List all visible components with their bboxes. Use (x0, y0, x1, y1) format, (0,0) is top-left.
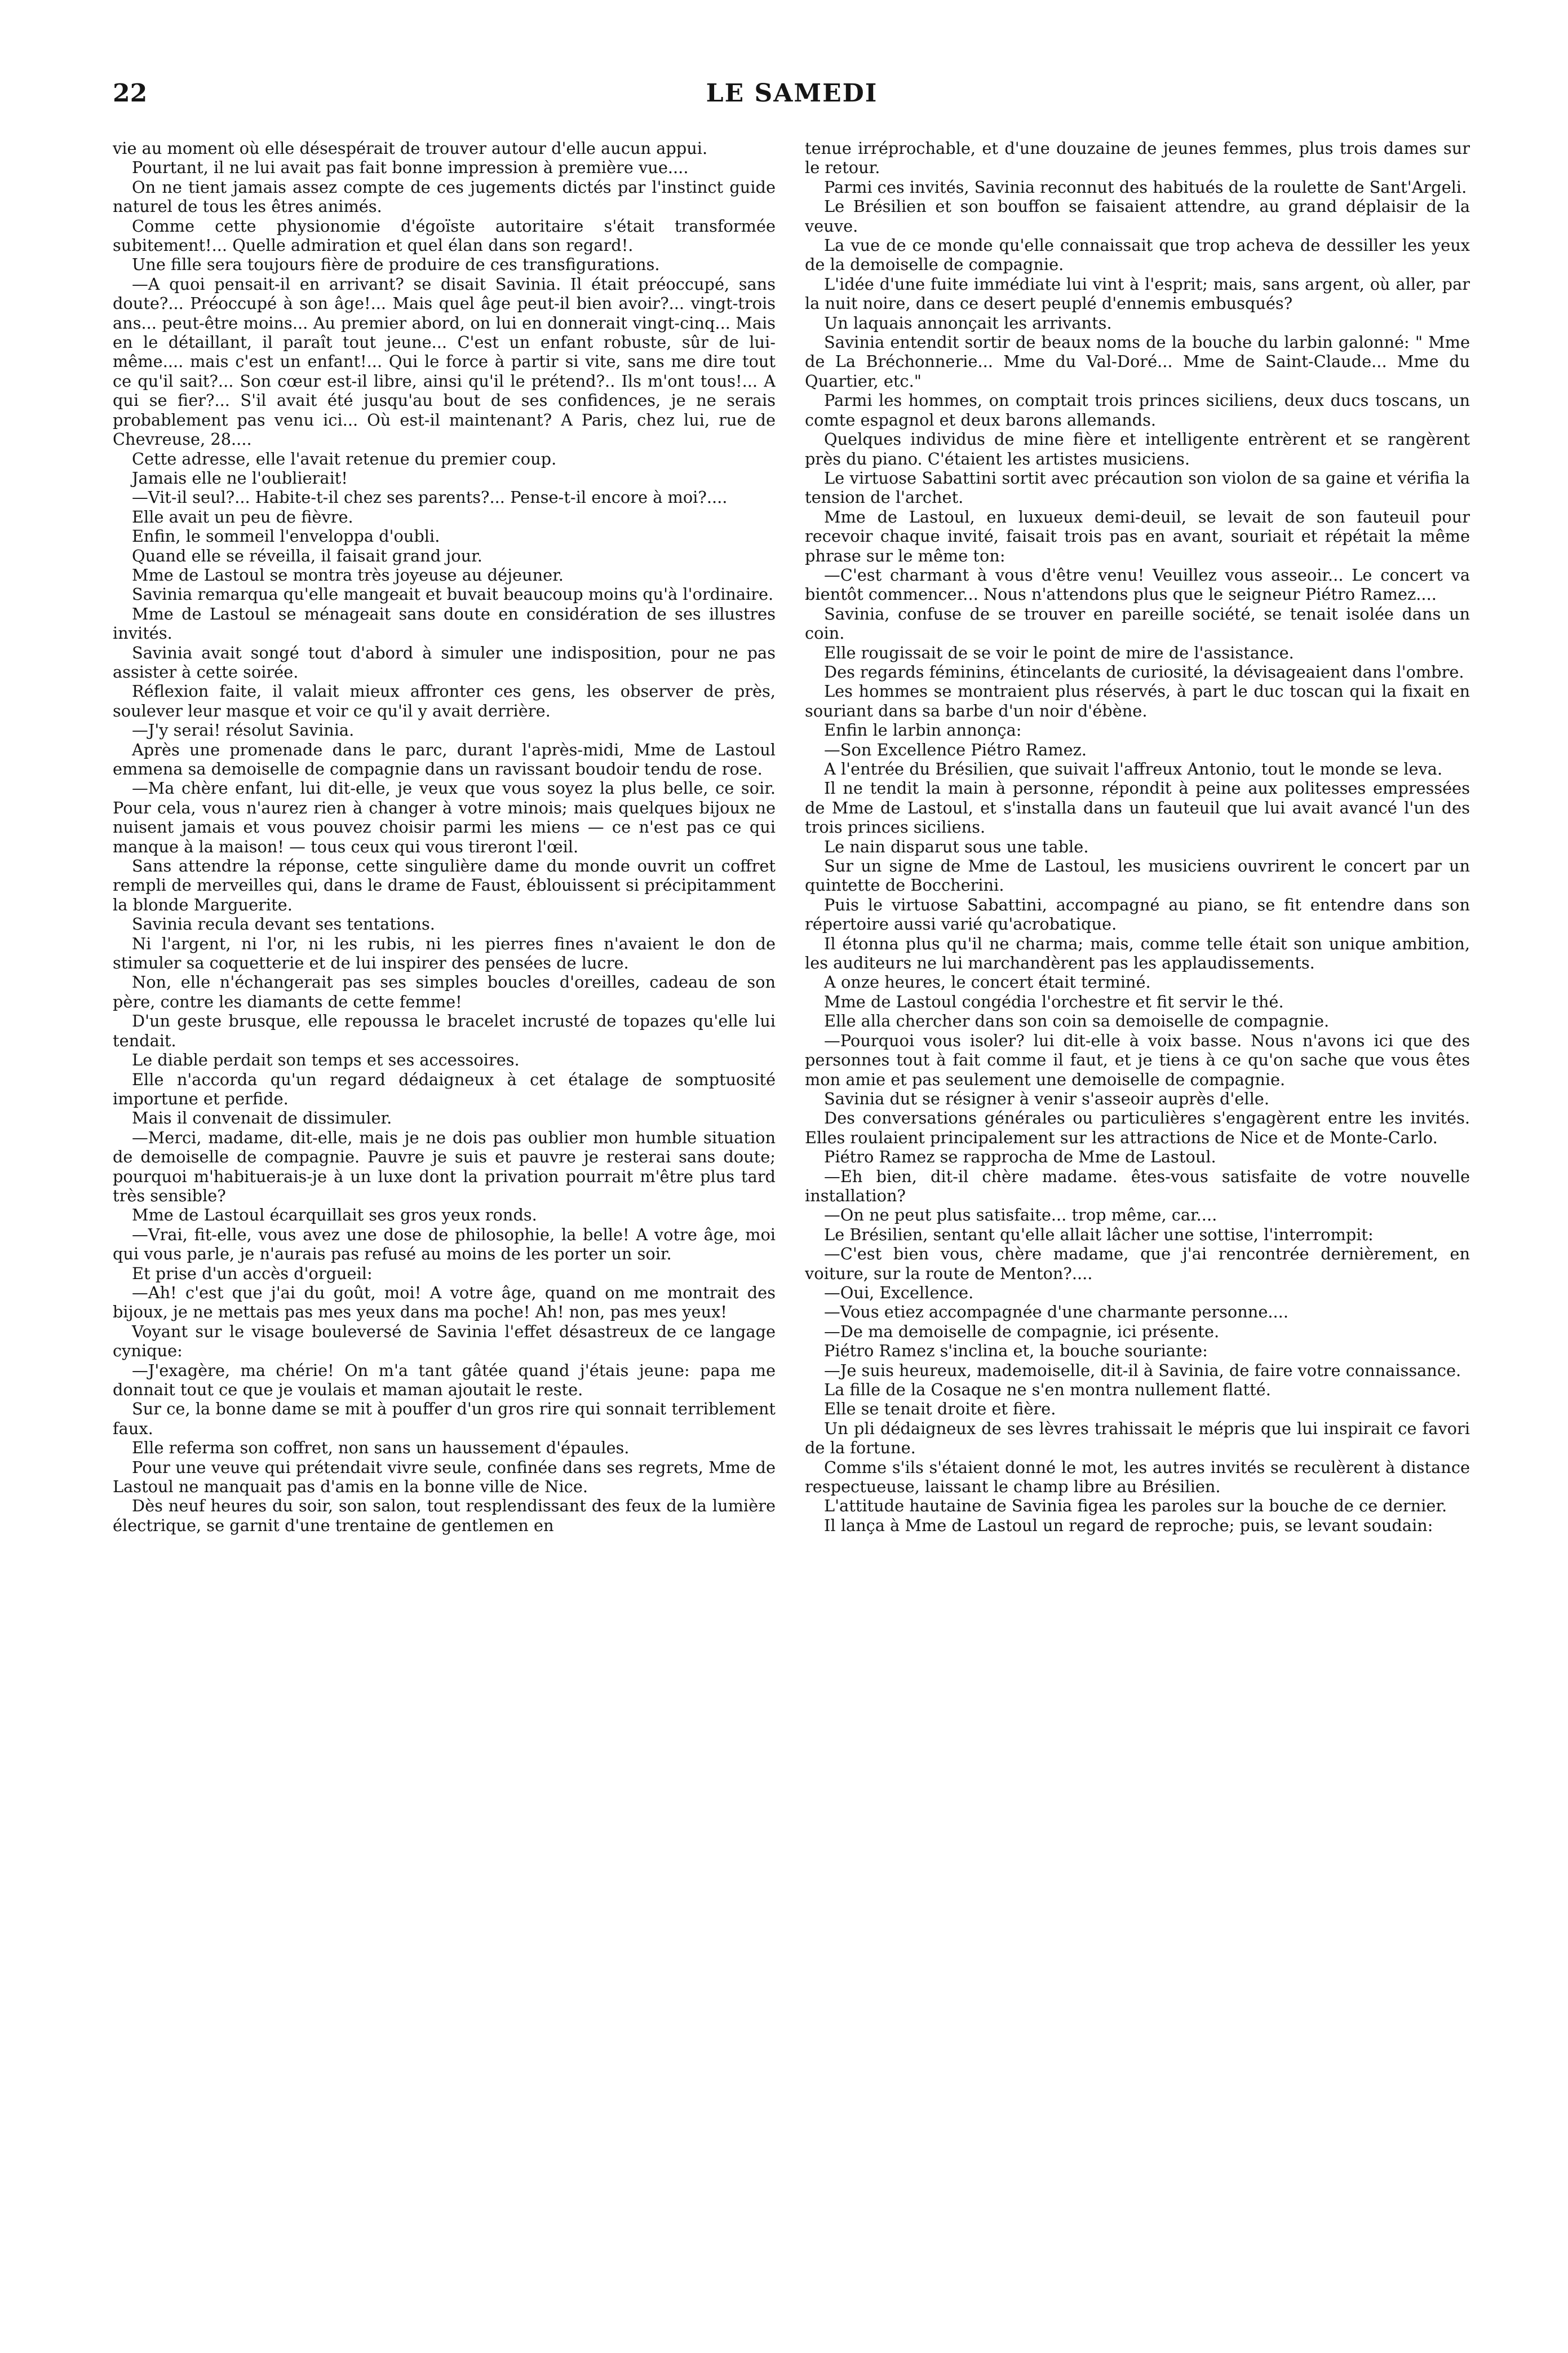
paragraph: Le virtuose Sabattini sortit avec précaution son violon de sa gaine et vérifia la tension de l'archet. (805, 468, 1470, 507)
paragraph: Non, elle n'échangerait pas ses simples boucles d'oreilles, cadeau de son père, contre les diamants de cette femme! (113, 972, 776, 1011)
paragraph: —Pourquoi vous isoler? lui dit-elle à voix basse. Nous n'avons ici que des personnes tout à fait comme il faut, et je tiens à ce qu'on sache que vous êtes mon amie et pas seulement une demoiselle de compagnie. (805, 1030, 1470, 1089)
paragraph: Quelques individus de mine fière et intelligente entrèrent et se rangèrent près du piano. C'étaient les artistes musiciens. (805, 430, 1470, 468)
paragraph: —De ma demoiselle de compagnie, ici présente. (824, 1321, 1220, 1341)
paragraph: Piétro Ramez se rapprocha de Mme de Lastoul. (824, 1147, 1216, 1167)
paragraph: Parmi ces invités, Savinia reconnut des habitués de la roulette de Sant'Argeli. (824, 177, 1467, 197)
paragraph: D'un geste brusque, elle repoussa le bracelet incrusté de topazes qu'elle lui tendait. (113, 1011, 776, 1050)
paragraph: Savinia entendit sortir de beaux noms de la bouche du larbin galonné: " Mme de La Bréchonnerie... Mme du Val-Doré... Mme de Saint-Claude... Mme du Quartier, etc." (805, 333, 1470, 391)
paragraph: —Ah! c'est que j'ai du goût, moi! A votre âge, quand on me montrait des bijoux, je ne mettais pas mes yeux dans ma poche! Ah! non, pas mes yeux! (113, 1282, 776, 1322)
paragraph: Un laquais annonçait les arrivants. (824, 313, 1112, 333)
paragraph: Savinia dut se résigner à venir s'asseoir auprès d'elle. (824, 1089, 1270, 1108)
page-number: 22 (113, 79, 148, 108)
paragraph: Elle alla chercher dans son coin sa demoiselle de compagnie. (824, 1011, 1330, 1031)
paragraph: —A quoi pensait-il en arrivant? se disait Savinia. Il était préoccupé, sans doute?... Préoccupé à son âge!... Mais quel âge peut-il bien avoir?... vingt-trois ans... peut-être moins... Au premier abord, on lui en donnerait vingt-cinq... Mais en le détaillant, il paraît tout jeune... C'est un enfant robuste, sûr de lui-même.... mais c'est un enfant!... Qui le force à partir si vite, sans me dire tout ce qu'il sait?... Son cœur est-il libre, ainsi qu'il le prétend?.. Ils m'ont tous!... A qui se fier?... S'il avait été jusqu'au bout de ses confidences, je ne serais probablement pas venu ici... Où est-il maintenant? A Paris, chez lui, rue de Chevreuse, 28.... (113, 274, 776, 449)
paragraph: —Merci, madame, dit-elle, mais je ne dois pas oublier mon humble situation de demoiselle de compagnie. Pauvre je suis et pauvre je resterai sans doute; pourquoi m'habituerais-je à un luxe dont la privation pourrait m'être plus tard très sensible? (113, 1127, 776, 1205)
paragraph: Savinia recula devant ses tentations. (132, 914, 435, 934)
paragraph: Le Brésilien et son bouffon se faisaient attendre, au grand déplaisir de la veuve. (805, 197, 1470, 236)
paragraph: Sans attendre la réponse, cette singulière dame du monde ouvrit un coffret rempli de merveilles qui, dans le drame de Faust, éblouissent si précipitamment la blonde Marguerite. (113, 856, 776, 914)
paragraph: On ne tient jamais assez compte de ces jugements dictés par l'instinct guide naturel de tous les êtres animés. (113, 177, 776, 216)
paragraph: —Oui, Excellence. (824, 1282, 974, 1302)
paragraph: Des conversations générales ou particulières s'engagèrent entre les invités. Elles roulaient principalement sur les attractions de Nice et de Monte-Carlo. (805, 1108, 1470, 1147)
paragraph: Le nain disparut sous une table. (824, 837, 1089, 856)
paragraph: —On ne peut plus satisfaite... trop même, car.... (824, 1205, 1217, 1225)
paragraph: A onze heures, le concert était terminé. (824, 972, 1151, 992)
paragraph: Elle rougissait de se voir le point de mire de l'assistance. (824, 643, 1294, 662)
paragraph: Et prise d'un accès d'orgueil: (132, 1263, 373, 1283)
paragraph: Cette adresse, elle l'avait retenue du premier coup. (132, 449, 557, 468)
paragraph: Le Brésilien, sentant qu'elle allait lâcher une sottise, l'interrompit: (824, 1224, 1374, 1244)
paragraph: Enfin, le sommeil l'enveloppa d'oubli. (132, 527, 440, 546)
paragraph: Pourtant, il ne lui avait pas fait bonne impression à première vue.... (132, 158, 689, 178)
paragraph: —Vit-il seul?... Habite-t-il chez ses parents?... Pense-t-il encore à moi?.... (132, 488, 728, 507)
paragraph: Réflexion faite, il valait mieux affronter ces gens, les observer de près, soulever leur masque et voir ce qu'il y avait derrière. (113, 682, 776, 720)
paragraph: La vue de ce monde qu'elle connaissait que trop acheva de dessiller les yeux de la demoiselle de compagnie. (805, 236, 1470, 275)
paragraph: Voyant sur le visage bouleversé de Savinia l'effet désastreux de ce langage cynique: (113, 1321, 776, 1361)
paragraph: Il lança à Mme de Lastoul un regard de reproche; puis, se levant soudain: (824, 1515, 1433, 1535)
paragraph: Enfin le larbin annonça: (824, 720, 1022, 740)
paragraph: —J'exagère, ma chérie! On m'a tant gâtée quand j'étais jeune: papa me donnait tout ce que je voulais et maman ajoutait le reste. (113, 1360, 776, 1399)
paragraph: Jamais elle ne l'oublierait! (132, 468, 348, 488)
paragraph: Une fille sera toujours fière de produire de ces transfigurations. (132, 255, 660, 275)
paragraph: Parmi les hommes, on comptait trois princes siciliens, deux ducs toscans, un comte espagnol et deux barons allemands. (805, 391, 1470, 430)
paragraph: —Vous etiez accompagnée d'une charmante personne.... (824, 1302, 1288, 1322)
left-text-column (113, 139, 776, 2326)
right-text-column (805, 139, 1470, 2326)
running-title: LE SAMEDI (706, 79, 878, 108)
paragraph: Savinia remarqua qu'elle mangeait et buvait beaucoup moins qu'à l'ordinaire. (132, 585, 774, 604)
paragraph: Savinia avait songé tout d'abord à simuler une indisposition, pour ne pas assister à cette soirée. (113, 643, 776, 682)
paragraph: —C'est charmant à vous d'être venu! Veuillez vous asseoir... Le concert va bientôt commencer... Nous n'attendons plus que le seigneur Piétro Ramez.... (805, 565, 1470, 604)
paragraph: —Vrai, fit-elle, vous avez une dose de philosophie, la belle! A votre âge, moi qui vous parle, je n'aurais pas refusé au moins de les porter un soir. (113, 1224, 776, 1264)
paragraph: A l'entrée du Brésilien, que suivait l'affreux Antonio, tout le monde se leva. (824, 759, 1443, 779)
paragraph: Mme de Lastoul, en luxueux demi-deuil, se levait de son fauteuil pour recevoir chaque invité, faisait trois pas en avant, souriait et répétait la même phrase sur le même ton: (805, 507, 1470, 565)
paragraph: Après une promenade dans le parc, durant l'après-midi, Mme de Lastoul emmena sa demoiselle de compagnie dans un ravissant boudoir tendu de rose. (113, 740, 776, 779)
paragraph: Comme s'ils s'étaient donné le mot, les autres invités se reculèrent à distance respectueuse, laissant le champ libre au Brésilien. (805, 1457, 1470, 1497)
paragraph: Comme cette physionomie d'égoïste autoritaire s'était transformée subitement!... Quelle admiration et quel élan dans son regard!. (113, 216, 776, 255)
paragraph: Mme de Lastoul congédia l'orchestre et fit servir le thé. (824, 992, 1284, 1011)
page-header (113, 79, 1471, 118)
paragraph: Les hommes se montraient plus réservés, à part le duc toscan qui la fixait en souriant dans sa barbe d'un noir d'ébène. (805, 682, 1470, 720)
paragraph: tenue irréprochable, et d'une douzaine de jeunes femmes, plus trois dames sur le retour. (805, 139, 1470, 178)
paragraph: Mme de Lastoul écarquillait ses gros yeux ronds. (132, 1205, 537, 1225)
paragraph: Il étonna plus qu'il ne charma; mais, comme telle était son unique ambition, les auditeurs ne lui marchandèrent pas les applaudissements. (805, 934, 1470, 973)
paragraph: Elle avait un peu de fièvre. (132, 507, 353, 527)
paragraph: Ni l'argent, ni l'or, ni les rubis, ni les pierres fines n'avaient le don de stimuler sa coquetterie et de lui inspirer des pensées de lucre. (113, 934, 776, 973)
paragraph: —Je suis heureux, mademoiselle, dit-il à Savinia, de faire votre connaissance. (824, 1360, 1461, 1380)
paragraph: —Eh bien, dit-il chère madame. êtes-vous satisfaite de votre nouvelle installation? (805, 1166, 1470, 1205)
paragraph: Sur ce, la bonne dame se mit à pouffer d'un gros rire qui sonnait terriblement faux. (113, 1399, 776, 1438)
paragraph: L'idée d'une fuite immédiate lui vint à l'esprit; mais, sans argent, où aller, par la nuit noire, dans ce desert peuplé d'ennemis embusqués? (805, 274, 1470, 313)
paragraph: Un pli dédaigneux de ses lèvres trahissait le mépris que lui inspirait ce favori de la fortune. (805, 1418, 1470, 1458)
paragraph: vie au moment où elle désespérait de trouver autour d'elle aucun appui. (113, 139, 708, 158)
paragraph: Elle referma son coffret, non sans un haussement d'épaules. (132, 1438, 630, 1458)
paragraph: Des regards féminins, étincelants de curiosité, la dévisageaient dans l'ombre. (824, 662, 1464, 682)
paragraph: —C'est bien vous, chère madame, que j'ai rencontrée dernièrement, en voiture, sur la route de Menton?.... (805, 1244, 1470, 1283)
paragraph: Le diable perdait son temps et ses accessoires. (132, 1050, 520, 1070)
paragraph: Puis le virtuose Sabattini, accompagné au piano, se fit entendre dans son répertoire aussi varié qu'acrobatique. (805, 895, 1470, 934)
paragraph: Dès neuf heures du soir, son salon, tout resplendissant des feux de la lumière électrique, se garnit d'une trentaine de gentlemen en (113, 1496, 776, 1535)
paragraph: Sur un signe de Mme de Lastoul, les musiciens ouvrirent le concert par un quintette de Boccherini. (805, 856, 1470, 895)
paragraph: —Ma chère enfant, lui dit-elle, je veux que vous soyez la plus belle, ce soir. Pour cela, vous n'aurez rien à changer à votre minois; mais quelques bijoux ne nuisent jamais et vous pouvez choisir parmi les miens — ce n'est pas ce qui manque à la maison! — tous ceux qui vous tireront l'œil. (113, 779, 776, 856)
paragraph: L'attitude hautaine de Savinia figea les paroles sur la bouche de ce dernier. (824, 1496, 1447, 1516)
paragraph: Savinia, confuse de se trouver en pareille société, se tenait isolée dans un coin. (805, 604, 1470, 643)
paragraph: Mme de Lastoul se montra très joyeuse au déjeuner. (132, 565, 564, 585)
paragraph: Il ne tendit la main à personne, répondit à peine aux politesses empressées de Mme de Lastoul, et s'installa dans un fauteuil que lui avait avancé l'un des trois princes siciliens. (805, 779, 1470, 837)
paragraph: Mme de Lastoul se ménageait sans doute en considération de ses illustres invités. (113, 604, 776, 643)
paragraph: Elle se tenait droite et fière. (824, 1399, 1056, 1419)
paragraph: —J'y serai! résolut Savinia. (132, 720, 355, 740)
paragraph: Elle n'accorda qu'un regard dédaigneux à cet étalage de somptuosité importune et perfide. (113, 1069, 776, 1108)
paragraph: Pour une veuve qui prétendait vivre seule, confinée dans ses regrets, Mme de Lastoul ne manquait pas d'amis en la bonne ville de Nice. (113, 1457, 776, 1497)
paragraph: La fille de la Cosaque ne s'en montra nullement flatté. (824, 1380, 1271, 1399)
paragraph: Piétro Ramez s'inclina et, la bouche souriante: (824, 1341, 1208, 1361)
paragraph: —Son Excellence Piétro Ramez. (824, 740, 1087, 759)
paragraph: Quand elle se réveilla, il faisait grand jour. (132, 546, 482, 565)
paragraph: Mais il convenait de dissimuler. (132, 1108, 392, 1128)
